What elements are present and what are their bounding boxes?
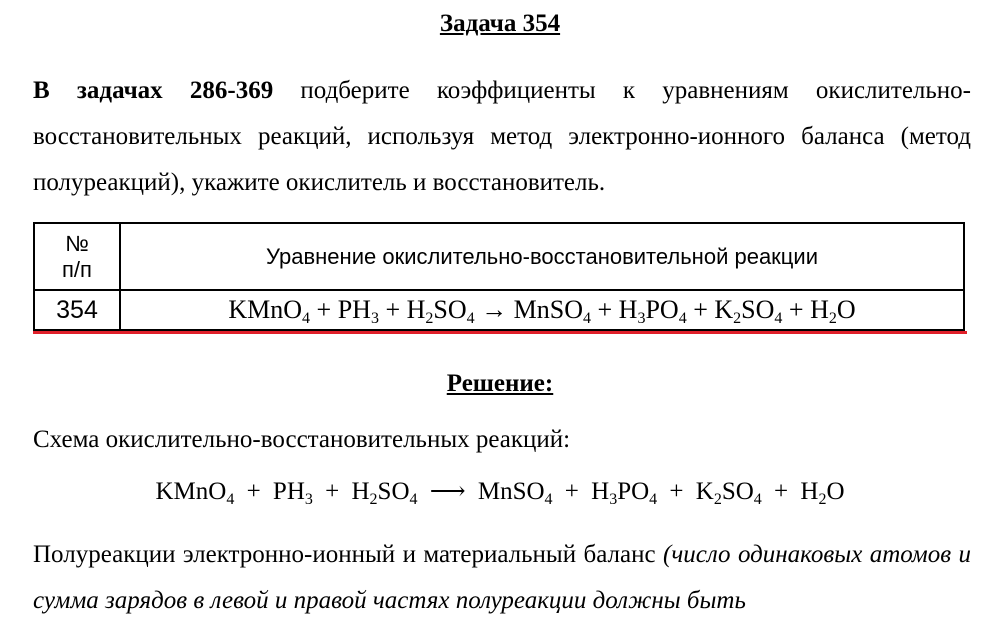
halfreaction-italic-note: (число одинаковых атомов и сумма зарядов в левой и правой частях полуреакции должны быть — [33, 541, 972, 614]
row-num-cell: 354 — [34, 290, 120, 330]
task-intro — [33, 68, 971, 206]
scheme-label: Схема окислительно-восстановительных реакций: — [33, 426, 571, 453]
table-row — [34, 290, 964, 330]
solution-heading: Решение: — [446, 370, 554, 397]
header-equation-cell: Уравнение окислительно-восстановительной реакции — [120, 223, 964, 290]
halfreaction-paragraph — [33, 532, 971, 624]
task-title: Задача 354 — [439, 10, 561, 37]
intro-bold-range: В задачах 286-369 — [33, 77, 274, 104]
table-header-row — [34, 223, 964, 290]
header-num-label: п/п — [62, 256, 92, 282]
header-num-symbol: № — [65, 230, 89, 256]
row-equation-cell: KMnO$_4$ + $PH_3 + H_2SO_4$ → MnSO$_4$ + $H_3PO_4 + K_2SO_4 + H_2O$ — [120, 290, 964, 330]
scheme-equation: KMnO$_4$ + $PH_3 + H_2SO_4$ ⟶ MnSO$_4$ + $H_3PO_4 + K_2SO_4 + H_2O$ — [155, 478, 845, 508]
table-accent-underline — [33, 331, 967, 334]
header-num-cell — [34, 223, 120, 290]
task-table — [33, 222, 965, 331]
intro-text: подберите коэффициенты к уравнениям окислительно-восстановительных реакций, используя метод электронно-ионного баланса (метод полуреакций), укажите окислитель и восстановитель. — [33, 77, 972, 196]
halfreaction-text: Полуреакции электронно-ионный и материальный баланс — [33, 541, 656, 568]
